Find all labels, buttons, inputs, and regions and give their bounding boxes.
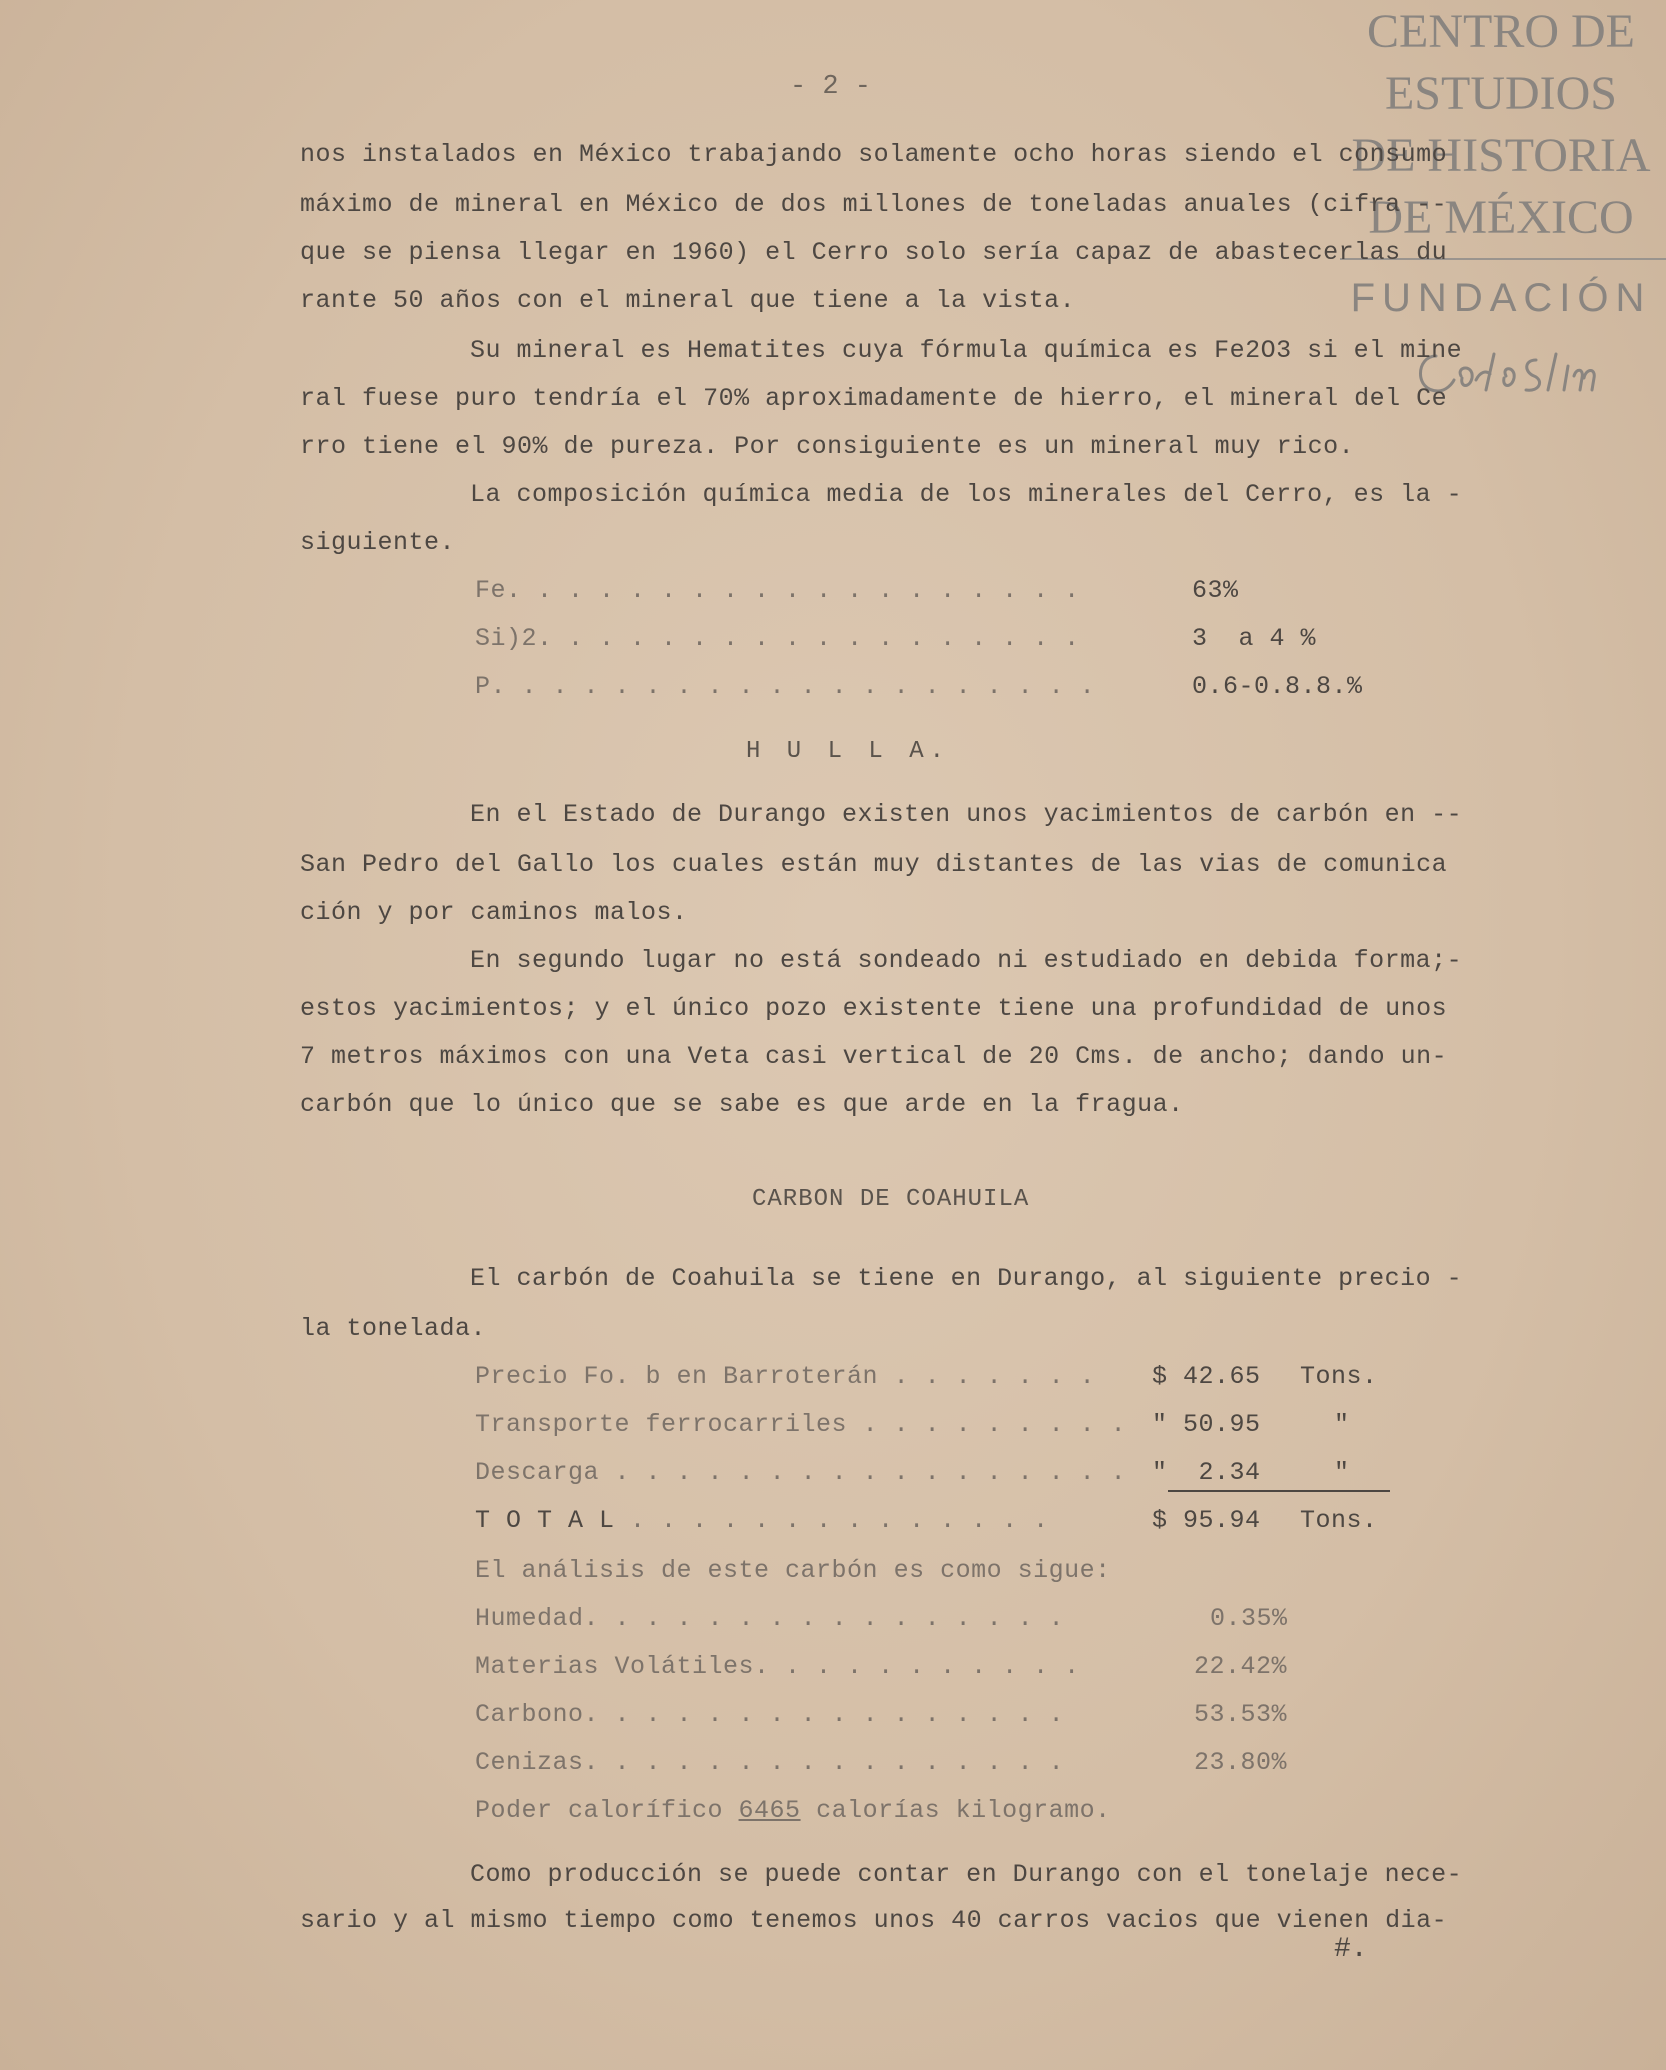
analysis-label: Humedad bbox=[475, 1604, 584, 1633]
watermark-line-1: CENTRO DE bbox=[1367, 5, 1635, 58]
analysis-label: Materias Volátiles bbox=[475, 1652, 755, 1681]
paragraph-2-line-1: Su mineral es Hematites cuya fórmula química es Fe2O3 si el mine bbox=[470, 336, 1463, 365]
analysis-value: 22.42% bbox=[1194, 1652, 1288, 1681]
paragraph-6-line-2: la tonelada. bbox=[300, 1314, 487, 1343]
composition-label: P bbox=[475, 672, 491, 701]
paragraph-4-line-2: San Pedro del Gallo los cuales están muy distantes de las vias de comunica bbox=[300, 850, 1448, 879]
analysis-value: 53.53% bbox=[1194, 1700, 1288, 1729]
analysis-row bbox=[475, 1748, 1064, 1777]
analysis-row bbox=[475, 1604, 1064, 1633]
price-value: $ 42.65 bbox=[1152, 1362, 1261, 1391]
section-title-hulla: H U L L A. bbox=[746, 738, 951, 765]
composition-value: 3 a 4 % bbox=[1192, 624, 1317, 653]
analysis-value: 0.35% bbox=[1210, 1604, 1288, 1633]
price-label: Precio Fo. b en Barroterán bbox=[475, 1362, 879, 1391]
paragraph-5-line-3: 7 metros máximos con una Veta casi vertical de 20 Cms. de ancho; dando un- bbox=[300, 1042, 1448, 1071]
calorific-number: 6465 bbox=[738, 1796, 801, 1825]
watermark-line-4: DE MÉXICO bbox=[1368, 191, 1634, 244]
price-label: Transporte ferrocarriles bbox=[475, 1410, 848, 1439]
paragraph-4-line-1: En el Estado de Durango existen unos yacimientos de carbón en -- bbox=[470, 800, 1463, 829]
analysis-value: 23.80% bbox=[1194, 1748, 1288, 1777]
price-label: T O T A L bbox=[475, 1506, 615, 1535]
composition-dots: . . . . . . . . . . . . . . . . . . . . bbox=[490, 672, 1096, 701]
price-unit: " bbox=[1334, 1410, 1350, 1439]
paragraph-7-line-1: Como producción se puede contar en Durango con el tonelaje nece- bbox=[470, 1860, 1463, 1889]
paragraph-5-line-1: En segundo lugar no está sondeado ni estudiado en debida forma;- bbox=[470, 946, 1463, 975]
price-dots: . . . . . . . . . . . . . . bbox=[630, 1506, 1049, 1535]
analysis-dots: . . . . . . . . . . . . . . . . bbox=[583, 1748, 1065, 1777]
analysis-label: Cenizas bbox=[475, 1748, 584, 1777]
watermark-line-2: ESTUDIOS bbox=[1384, 67, 1617, 120]
watermark-line-3: DE HISTORIA bbox=[1351, 129, 1651, 182]
paragraph-7-line-2: sario y al mismo tiempo como tenemos unos 40 carros vacios que vienen dia- bbox=[300, 1906, 1448, 1935]
price-dots: . . . . . . . bbox=[893, 1362, 1096, 1391]
price-row bbox=[475, 1362, 1095, 1391]
composition-dots: . . . . . . . . . . . . . . . . . . bbox=[537, 624, 1080, 653]
price-dots: . . . . . . . . . . . . . . . . . bbox=[614, 1458, 1127, 1487]
page-number: - 2 - bbox=[790, 72, 872, 102]
analysis-dots: . . . . . . . . . . . . . . . . bbox=[583, 1700, 1065, 1729]
paragraph-6-line-1: El carbón de Coahuila se tiene en Durango, al siguiente precio - bbox=[470, 1264, 1463, 1293]
analysis-intro: El análisis de este carbón es como sigue: bbox=[475, 1556, 1111, 1585]
footer-mark: #. bbox=[1334, 1934, 1368, 1965]
watermark-foundation: FUNDACIÓN bbox=[1350, 276, 1652, 320]
price-label: Descarga bbox=[475, 1458, 600, 1487]
price-dots: . . . . . . . . . bbox=[862, 1410, 1127, 1439]
paragraph-1-line-3: que se piensa llegar en 1960) el Cerro solo sería capaz de abastecerlas du bbox=[300, 238, 1448, 267]
composition-value: 63% bbox=[1192, 576, 1239, 605]
price-value: $ 95.94 bbox=[1152, 1506, 1261, 1535]
composition-label: Fe bbox=[475, 576, 507, 605]
analysis-dots: . . . . . . . . . . . . . . . . bbox=[583, 1604, 1065, 1633]
price-value: " 2.34 bbox=[1152, 1458, 1261, 1487]
composition-dots: . . . . . . . . . . . . . . . . . . . bbox=[506, 576, 1080, 605]
composition-row bbox=[475, 672, 1095, 701]
calorific-prefix: Poder calorífico bbox=[475, 1796, 739, 1825]
price-unit: Tons. bbox=[1300, 1362, 1378, 1391]
paragraph-2-line-3: rro tiene el 90% de pureza. Por consiguiente es un mineral muy rico. bbox=[300, 432, 1355, 461]
calorific-suffix: calorías kilogramo. bbox=[800, 1796, 1111, 1825]
paragraph-1-line-1: nos instalados en México trabajando solamente ocho horas siendo el consumo bbox=[300, 140, 1448, 169]
composition-row bbox=[475, 624, 1080, 653]
paragraph-3-line-2: siguiente. bbox=[300, 528, 456, 557]
composition-label: Si)2 bbox=[475, 624, 538, 653]
composition-row bbox=[475, 576, 1080, 605]
total-underline bbox=[1168, 1490, 1390, 1492]
paragraph-5-line-4: carbón que lo único que se sabe es que arde en la fragua. bbox=[300, 1090, 1184, 1119]
calorific-line bbox=[475, 1796, 1111, 1825]
paragraph-5-line-2: estos yacimientos; y el único pozo existente tiene una profundidad de unos bbox=[300, 994, 1448, 1023]
analysis-row bbox=[475, 1652, 1080, 1681]
paragraph-3-line-1: La composición química media de los minerales del Cerro, es la - bbox=[470, 480, 1463, 509]
section-title-coahuila: CARBON DE COAHUILA bbox=[752, 1186, 1030, 1213]
price-row bbox=[475, 1506, 1049, 1535]
paragraph-2-line-2: ral fuese puro tendría el 70% aproximadamente de hierro, el mineral del Ce bbox=[300, 384, 1448, 413]
price-value: " 50.95 bbox=[1152, 1410, 1261, 1439]
paragraph-1-line-4: rante 50 años con el mineral que tiene a la vista. bbox=[300, 286, 1076, 315]
paragraph-4-line-3: ción y por caminos malos. bbox=[300, 898, 688, 927]
price-unit: " bbox=[1334, 1458, 1350, 1487]
price-row bbox=[475, 1458, 1126, 1487]
analysis-dots: . . . . . . . . . . . bbox=[754, 1652, 1080, 1681]
composition-value: 0.6-0.8.8.% bbox=[1192, 672, 1363, 701]
price-row bbox=[475, 1410, 1126, 1439]
price-unit: Tons. bbox=[1300, 1506, 1378, 1535]
analysis-row bbox=[475, 1700, 1064, 1729]
analysis-label: Carbono bbox=[475, 1700, 584, 1729]
paragraph-1-line-2: máximo de mineral en México de dos millones de toneladas anuales (cifra -- bbox=[300, 190, 1448, 219]
